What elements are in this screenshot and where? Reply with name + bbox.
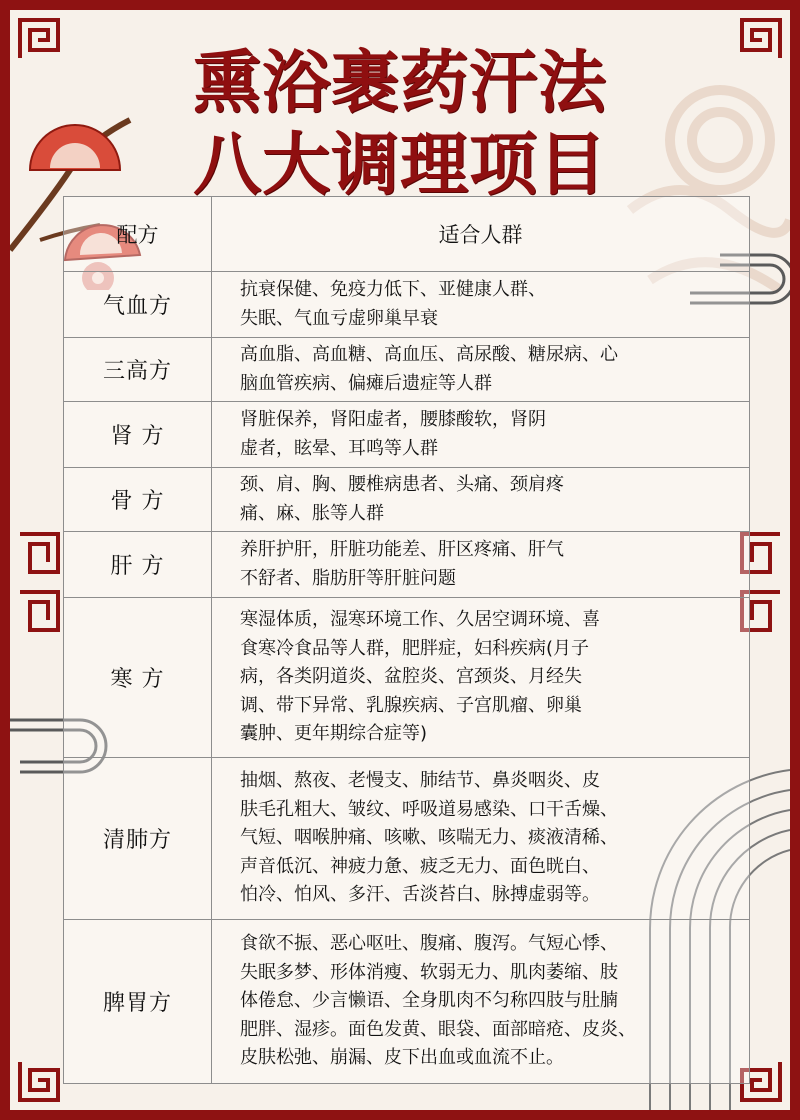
formula-name: 脾胃方 bbox=[64, 920, 212, 1084]
formula-name: 气血方 bbox=[64, 272, 212, 338]
description-line: 气短、咽喉肿痛、咳嗽、咳喘无力、痰液清稀、 bbox=[240, 827, 618, 849]
formula-name: 肝 方 bbox=[64, 532, 212, 598]
table-row bbox=[64, 920, 750, 1084]
description-line: 体倦怠、少言懒语、全身肌肉不匀称四肢与肚腩 bbox=[240, 990, 618, 1012]
table-row bbox=[64, 532, 750, 598]
description-line: 虚者，眩晕、耳鸣等人群 bbox=[240, 437, 438, 459]
description-line: 声音低沉、神疲力惫、疲乏无力、面色晄白、 bbox=[240, 855, 600, 877]
description-line: 肾脏保养，肾阳虚者，腰膝酸软，肾阴 bbox=[240, 409, 546, 430]
title-line-1: 熏浴裹药汗法 bbox=[192, 44, 607, 123]
description-line: 怕冷、怕风、多汗、舌淡苔白、脉搏虚弱等。 bbox=[240, 884, 600, 906]
formula-description bbox=[212, 402, 750, 468]
table-row bbox=[64, 598, 750, 758]
formula-description bbox=[212, 598, 750, 758]
greek-key-ornament-mid-left bbox=[16, 530, 62, 650]
description-line: 抽烟、熬夜、老慢支、肺结节、鼻炎咽炎、皮 bbox=[240, 770, 600, 792]
formula-name: 骨 方 bbox=[64, 468, 212, 532]
table-row bbox=[64, 338, 750, 402]
poster bbox=[10, 10, 790, 1110]
formula-description bbox=[212, 468, 750, 532]
description-line: 脑血管疾病、偏瘫后遗症等人群 bbox=[240, 372, 492, 394]
formula-description bbox=[212, 920, 750, 1084]
description-line: 皮肤松弛、崩漏、皮下出血或血流不止。 bbox=[240, 1047, 564, 1069]
table-row bbox=[64, 758, 750, 920]
description-line: 痛、麻、胀等人群 bbox=[240, 502, 384, 524]
formula-description bbox=[212, 532, 750, 598]
table-row bbox=[64, 272, 750, 338]
title-line-2: 八大调理项目 bbox=[192, 126, 607, 205]
description-line: 食欲不振、恶心呕吐、腹痛、腹泻。气短心悸、 bbox=[240, 933, 618, 955]
description-line: 肥胖、湿疹。面色发黄、眼袋、面部暗疮、皮炎、 bbox=[240, 1018, 636, 1040]
description-line: 调、带下异常、乳腺疾病、子宫肌瘤、卵巢 bbox=[240, 694, 582, 716]
formula-description bbox=[212, 338, 750, 402]
formula-name: 三高方 bbox=[64, 338, 212, 402]
description-line: 养肝护肝，肝脏功能差、肝区疼痛、肝气 bbox=[240, 539, 564, 560]
description-line: 寒湿体质，湿寒环境工作、久居空调环境、喜 bbox=[240, 609, 600, 631]
formula-name: 肾 方 bbox=[64, 402, 212, 468]
header-suitable-people: 适合人群 bbox=[212, 197, 750, 272]
description-line: 囊肿、更年期综合症等) bbox=[240, 723, 428, 745]
greek-key-ornament-bottom-left bbox=[16, 1058, 62, 1104]
description-line: 抗衰保健、免疫力低下、亚健康人群、 bbox=[240, 279, 546, 300]
description-line: 食寒冷食品等人群，肥胖症，妇科疾病(月子 bbox=[240, 637, 590, 659]
description-line: 失眠、气血亏虚卵巢早衰 bbox=[240, 307, 438, 329]
description-line: 不舒者、脂肪肝等肝脏问题 bbox=[240, 567, 456, 589]
formula-description bbox=[212, 272, 750, 338]
description-line: 颈、肩、胸、腰椎病患者、头痛、颈肩疼 bbox=[240, 474, 564, 495]
header-formula: 配方 bbox=[64, 197, 212, 272]
formula-name: 清肺方 bbox=[64, 758, 212, 920]
description-line: 肤毛孔粗大、皱纹、呼吸道易感染、口干舌燥、 bbox=[240, 798, 618, 820]
description-line: 失眠多梦、形体消瘦、软弱无力、肌肉萎缩、肢 bbox=[240, 961, 618, 983]
table-header-row bbox=[64, 197, 750, 272]
formula-name: 寒 方 bbox=[64, 598, 212, 758]
herbal-program-table bbox=[63, 196, 750, 1084]
formula-description bbox=[212, 758, 750, 920]
description-line: 高血脂、高血糖、高血压、高尿酸、糖尿病、心 bbox=[240, 344, 618, 365]
description-line: 病，各类阴道炎、盆腔炎、宫颈炎、月经失 bbox=[240, 666, 582, 688]
table-row bbox=[64, 402, 750, 468]
table-row bbox=[64, 468, 750, 532]
